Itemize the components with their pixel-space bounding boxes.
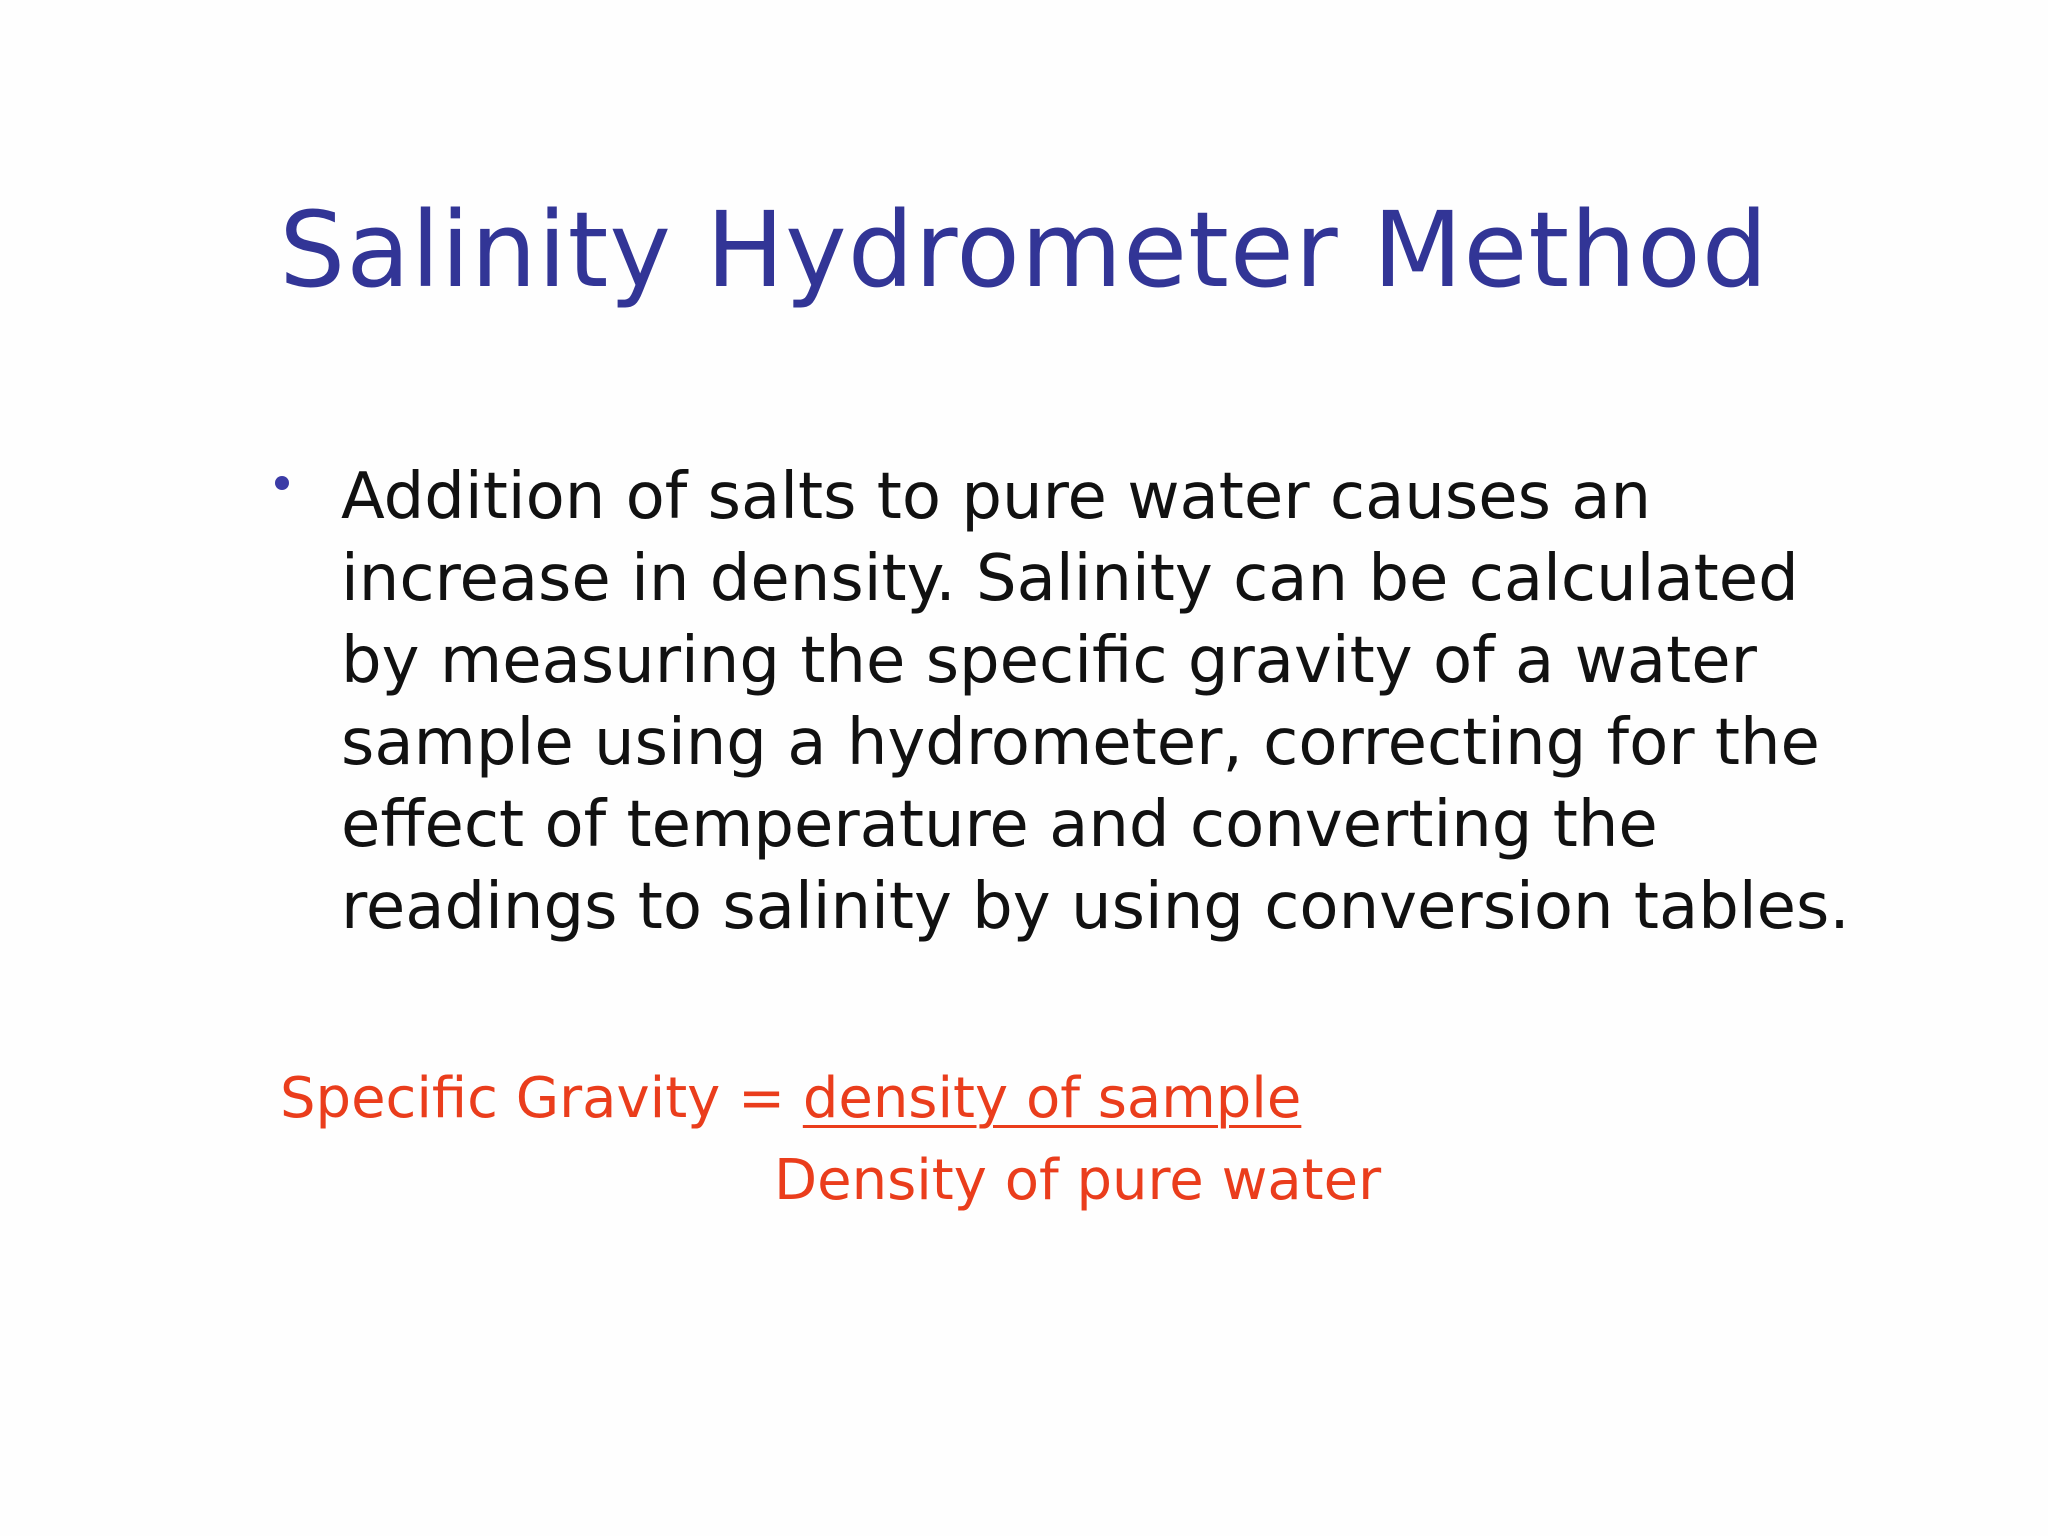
bullet-text bbox=[341, 456, 1850, 948]
formula-left-side: Specific Gravity = bbox=[280, 1066, 803, 1131]
bullet-line: Addition of salts to pure water causes an bbox=[341, 460, 1652, 534]
formula-numerator: density of sample bbox=[802, 1066, 1302, 1131]
bullet-line: by measuring the specific gravity of a water bbox=[341, 624, 1757, 698]
bullet-line: increase in density. Salinity can be calculated bbox=[341, 542, 1799, 616]
bullet-icon bbox=[275, 476, 289, 490]
bullet-line: effect of temperature and converting the bbox=[341, 788, 1658, 862]
formula-top-row bbox=[280, 1058, 1301, 1140]
slide-title: Salinity Hydrometer Method bbox=[279, 189, 1769, 311]
bullet-line: readings to salinity by using conversion tables. bbox=[341, 870, 1850, 944]
formula-denominator: Density of pure water bbox=[774, 1148, 1382, 1213]
specific-gravity-formula bbox=[280, 1058, 1382, 1213]
bullet-line: sample using a hydrometer, correcting for the bbox=[341, 706, 1820, 780]
